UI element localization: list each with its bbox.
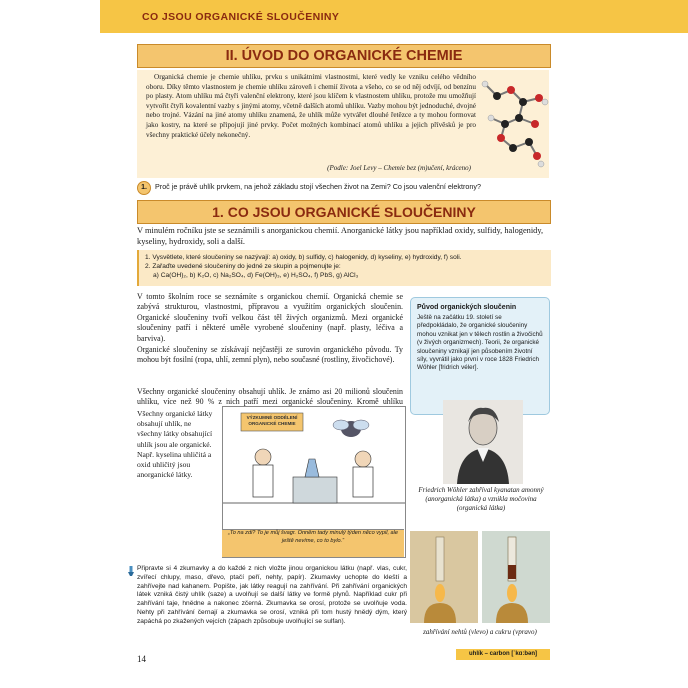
body-paragraph-3: Všechny organické sloučeniny obsahují uhlík. Je známo asi 20 milionů sloučenin uhlíku, více než 90 % z nich patří mezi organické sloučeniny. Kromě uhlíku [137,387,403,407]
cartoon-sign: VÝZKUMNÉ ODDĚLENÍ ORGANICKÉ CHEMIE [246,415,298,426]
experiment-text: Připravte si 4 zkumavky a do každé z nich vložte jinou organickou látku (např. vlas, cukr, zvířecí chlupy, maso, dřevo, ptačí peří, nehty, papír). Zkumavky uchopte do kleští a zahřívejte nad kahanem. Popište, jak látky reagují na zahřívání. Při zahřívání organických látek vzniká čistý uhlík (saze) a uvolňují se další látky ve formě plynů. Například cukr při zahřívání taje, hnědne a nakonec zčerná. Zkumavka se orosí, protože se uvolňuje voda. Nehty při zahřívání černají a zkumavka se orosí, vzniká při tom hustý hnědý dým, který zapáchá po zkažených vejcích (zápach způsobuje uvolňující se sulfan). [137,565,407,625]
lead-paragraph: V minulém ročníku jste se seznámili s anorganickou chemií. Anorganické látky jsou například oxidy, sulfidy, halogenidy, kyseliny, hydroxidy, soli a další. [137,226,544,246]
body-column-mid [137,387,403,407]
task-2: 2. Zařaďte uvedené sloučeniny do jedné ze skupin a pojmenujte je: [145,263,341,270]
photo-caption: zahřívání nehtů (vlevo) a cukru (vpravo) [423,628,537,636]
question-text: Proč je právě uhlík prvkem, na jehož základu stojí všechen život na Zemi? Co jsou valenční elektrony? [155,182,481,191]
vocabulary-term: uhlík – carbon [ˈkɑːbən] [456,649,550,660]
question-number-badge: 1. [137,181,151,195]
sidebox-text: Ještě na začátku 19. století se předpokládalo, že organické sloučeniny mohou vznikat jen v tělech rostlin a živočichů (v živých organizmech). Teorii, že organické sloučeniny vznikají jen působením životní síly, vyvrátil jako první v roce 1828 Friedrich Wöhler [fridrich véler]. [417,314,543,372]
experiment-icon [127,566,135,576]
molecule-model-image [475,72,551,170]
history-sidebox [410,297,550,415]
cartoon-caption: „To na zdi? To je můj švagr. Onněm tady minulý týden něco vypil, ale ještě nevíme, co to bylo.“ [222,529,404,557]
body-paragraph-4: Všechny organické látky obsahují uhlík, ne všechny látky obsahující uhlík jsou ale organické. Např. kyselina uhličitá a oxid uhličitý jsou anorganické látky. [137,409,213,480]
body-paragraph-2: Organické sloučeniny se získávají nejčastěji ze surovin organického původu. Ty mohou být fosilní (ropa, uhlí, zemní plyn), nebo současné (rostliny, živočichové). [137,345,403,365]
task-1: 1. Vysvětlete, které sloučeniny se nazývají: a) oxidy, b) sulfidy, c) halogenidy, d) kyseliny, e) hydroxidy, f) soli. [145,254,462,261]
task-box [137,250,551,286]
body-column-narrow [137,409,217,559]
task-2-items: a) Ca(OH)₂, b) K₂O, c) Na₂SO₄, d) Fe(OH)₃, e) H₂SO₄, f) PbS, g) AlCl₃ [153,272,359,279]
wohler-portrait-image [443,400,523,484]
sidebox-title: Původ organických sloučenin [417,304,517,311]
intro-citation: (Podle: Joel Levy – Chemie bez (m)učení, kráceno) [327,164,471,172]
heating-photos-image [410,531,550,623]
running-header [100,0,688,33]
intro-text: Organická chemie je chemie uhlíku, prvku s unikátními vlastnostmi, které vedly ke vzniku celého vědního oboru. Díky těmto vlastnostem je chemie uhlíku zároveň i chemií života a všeho, co se od něj odvíjí, od benzínu po plasty. Atom uhlíku má čtyři valenční elektrony, které jsou klíčem k vlastnostem uhlíku, protože mu umožňují vytvořit čtyři kovalentní vazby s jinými atomy, včetně dalších atomů uhlíku. Vazby mohou být jednoduché, dvojné nebo trojné. Vázání na jiné atomy uhlíku znamená, že uhlík může vytvářet dlouhé řetězce a ty mohou formovat jako kostry, na které se připojují jiné prvky. Počet možných kombinací atomů uhlíku a jejich přívěsků je pro všechny praktické účely nekonečný. [146,73,476,139]
running-title: CO JSOU ORGANICKÉ SLOUČENINY [142,11,340,23]
section-title: 1. CO JSOU ORGANICKÉ SLOUČENINY [137,200,551,224]
body-paragraph-1: V tomto školním roce se seznámíte s organickou chemií. Organická chemie se zabývá strukturou, vlastnostmi, přípravou a využitím organických sloučenin. Organické sloučeniny tvoří velkou část těl živých organizmů. Mezi organické sloučeniny patří i některé uměle vyrobené sloučeniny (např. plasty, léčiva a barviva). [137,292,403,343]
portrait-caption: Friedrich Wöhler zahříval kyanatan amonný (anorganická látka) a vznikla močovina (organická látka) [418,486,544,512]
page-number: 14 [137,654,146,664]
chapter-title: II. ÚVOD DO ORGANICKÉ CHEMIE [137,44,551,68]
body-column-top [137,292,403,367]
